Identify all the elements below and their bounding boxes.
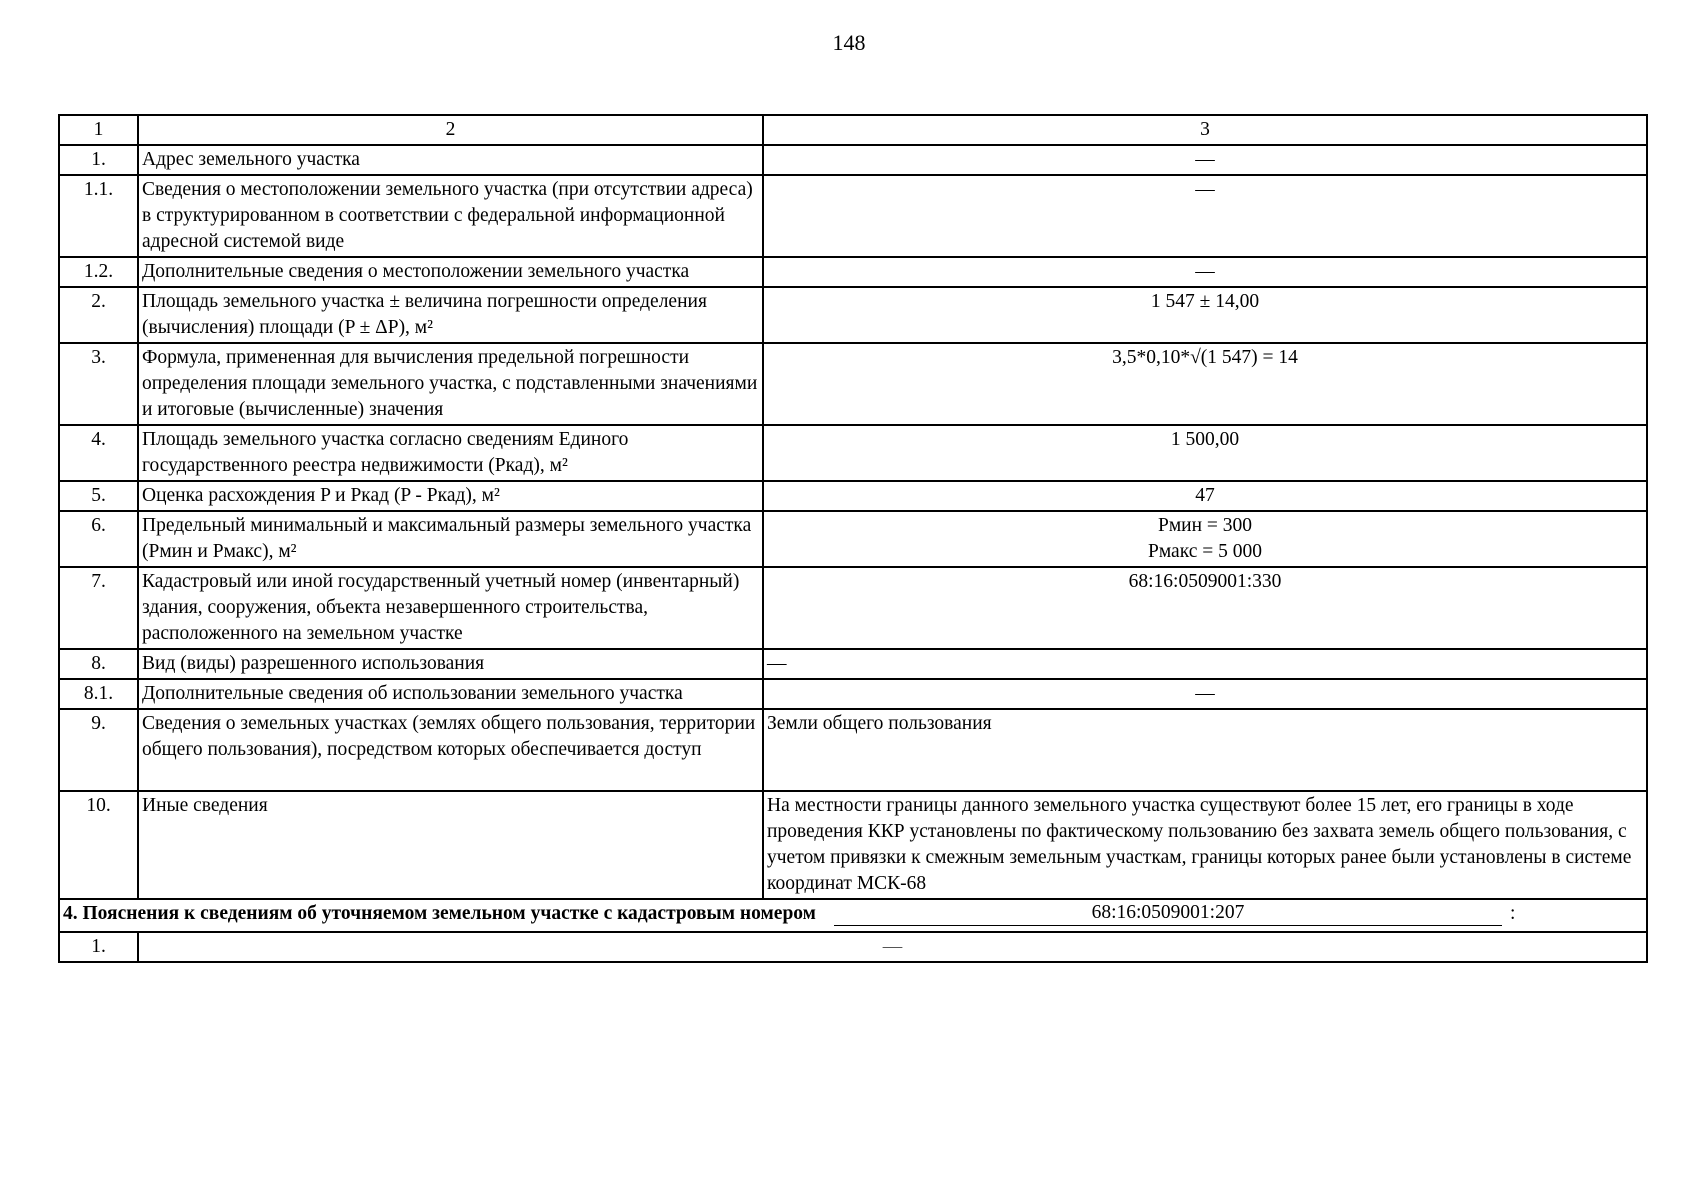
table-row: [59, 649, 1647, 679]
row-number: 1.2.: [59, 257, 138, 287]
table-row: [59, 425, 1647, 481]
row-number: 1.: [59, 932, 138, 962]
table-row: [59, 709, 1647, 791]
row-value: На местности границы данного земельного участка существуют более 15 лет, его границы в ходе проведения ККР установлены по фактическому пользованию без захвата земель общего пользования, с учетом привязки к смежным земельным участкам, границы которых ранее были установлены в системе координат МСК-68: [763, 791, 1647, 899]
row-value: Земли общего пользования: [763, 709, 1647, 791]
table-row: [59, 343, 1647, 425]
row-number: 1.1.: [59, 175, 138, 257]
row-number: 8.: [59, 649, 138, 679]
min-size-value: Pмин = 300: [1157, 515, 1253, 536]
row-value: 1 547 ± 14,00: [763, 287, 1647, 343]
table-row: [59, 567, 1647, 649]
row-value: 68:16:0509001:330: [763, 567, 1647, 649]
table-row: [59, 511, 1647, 567]
section-4-end-mark: :: [1509, 903, 1516, 924]
column-header-3: 3: [763, 115, 1647, 145]
page-number: 148: [832, 30, 866, 55]
row-value: —: [763, 679, 1647, 709]
table-row: [59, 175, 1647, 257]
row-label: Кадастровый или иной государственный учетный номер (инвентарный) здания, сооружения, объекта незавершенного строительства, расположенного на земельном участке: [138, 567, 763, 649]
table-row: [59, 287, 1647, 343]
row-label: Дополнительные сведения об использовании земельного участка: [138, 679, 763, 709]
row-label: Адрес земельного участка: [138, 145, 763, 175]
column-header-1: 1: [59, 115, 138, 145]
section-4-title: 4. Пояснения к сведениям об уточняемом земельном участке с кадастровым номером: [63, 903, 816, 924]
row-number: 7.: [59, 567, 138, 649]
table-row: [59, 679, 1647, 709]
row-label: Формула, примененная для вычисления предельной погрешности определения площади земельного участка, с подставленными значениями и итоговые (вычисленные) значения: [138, 343, 763, 425]
table-row: [59, 145, 1647, 175]
row-value: —: [763, 257, 1647, 287]
column-header-2: 2: [138, 115, 763, 145]
row-number: 2.: [59, 287, 138, 343]
row-value: —: [763, 649, 1647, 679]
row-label: Иные сведения: [138, 791, 763, 899]
row-label: Дополнительные сведения о местоположении земельного участка: [138, 257, 763, 287]
table-row: [59, 932, 1647, 962]
row-value: 1 500,00: [763, 425, 1647, 481]
table-row: [59, 481, 1647, 511]
row-value: —: [138, 932, 1647, 962]
row-number: 5.: [59, 481, 138, 511]
row-value: —: [763, 175, 1647, 257]
row-label: Сведения о земельных участках (землях общего пользования, территории общего пользования), посредством которых обеспечивается доступ: [138, 709, 763, 791]
table-row: [59, 257, 1647, 287]
row-label: Вид (виды) разрешенного использования: [138, 649, 763, 679]
row-label: Оценка расхождения P и Pкад (P - Pкад), м²: [138, 481, 763, 511]
row-number: 4.: [59, 425, 138, 481]
land-plot-info-table: [58, 114, 1648, 963]
section-4-header: [59, 899, 1647, 932]
row-label: Предельный минимальный и максимальный размеры земельного участка (Pмин и Pмакс), м²: [138, 511, 763, 567]
table-row: [59, 791, 1647, 899]
row-value: 3,5*0,10*√(1 547) = 14: [763, 343, 1647, 425]
row-value: 47: [763, 481, 1647, 511]
row-value: —: [763, 145, 1647, 175]
cadastral-number-field: 68:16:0509001:207: [834, 901, 1502, 926]
row-number: 6.: [59, 511, 138, 567]
row-label: Площадь земельного участка ± величина погрешности определения (вычисления) площади (P ± ΔP), м²: [138, 287, 763, 343]
row-label: Площадь земельного участка согласно сведениям Единого государственного реестра недвижимости (Pкад), м²: [138, 425, 763, 481]
row-number: 10.: [59, 791, 138, 899]
row-number: 8.1.: [59, 679, 138, 709]
row-number: 1.: [59, 145, 138, 175]
max-size-value: Pмакс = 5 000: [1148, 541, 1262, 562]
row-number: 3.: [59, 343, 138, 425]
table-header-row: [59, 115, 1647, 145]
row-number: 9.: [59, 709, 138, 791]
row-value: [763, 511, 1647, 567]
row-label: Сведения о местоположении земельного участка (при отсутствии адреса) в структурированном в соответствии с федеральной информационной адресной системой виде: [138, 175, 763, 257]
section-4-header-row: [59, 899, 1647, 932]
